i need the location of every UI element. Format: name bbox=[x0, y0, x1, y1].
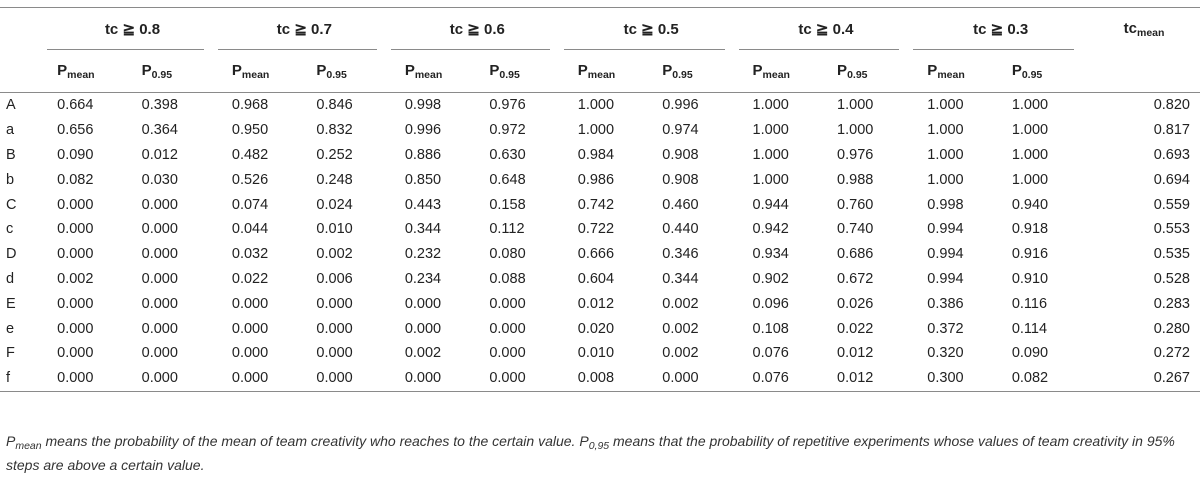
table-cell: 0.666 bbox=[577, 246, 615, 263]
table-row bbox=[0, 366, 1200, 391]
corner-cell bbox=[0, 8, 47, 51]
table-cell: 0.984 bbox=[577, 146, 615, 163]
table-cell: 0.443 bbox=[404, 196, 442, 213]
table-cell: 0.112 bbox=[489, 221, 525, 238]
table-cell: 0.528 bbox=[1153, 270, 1190, 287]
table-cell: 0.998 bbox=[927, 196, 964, 213]
table-cell: 0.096 bbox=[752, 295, 789, 312]
table-cell: 0.672 bbox=[837, 270, 874, 287]
group-header: tc ≧ 0.8 bbox=[47, 8, 218, 51]
table-cell: 0.934 bbox=[752, 246, 789, 263]
table-cell: 0.832 bbox=[316, 122, 353, 139]
table-cell: 0.664 bbox=[57, 97, 94, 114]
table-cell: 0.000 bbox=[231, 320, 269, 337]
table-cell: 0.968 bbox=[231, 97, 269, 114]
table-cell: 0.998 bbox=[404, 97, 442, 114]
table-row bbox=[0, 217, 1200, 242]
table-cell: 0.910 bbox=[1011, 270, 1049, 287]
table-cell: 0.760 bbox=[837, 196, 874, 213]
table-cell: 0.916 bbox=[1011, 246, 1049, 263]
table-cell: 0.000 bbox=[231, 345, 269, 362]
table-cell: 0.232 bbox=[404, 246, 442, 263]
table-cell: 0.535 bbox=[1153, 246, 1190, 263]
table-cell: 0.000 bbox=[57, 345, 94, 362]
table-cell: 0.000 bbox=[141, 246, 178, 263]
table-cell: 0.986 bbox=[577, 171, 615, 188]
table-cell: 0.398 bbox=[141, 97, 178, 114]
table-cell: 0.234 bbox=[404, 270, 442, 287]
table-cell: 0.994 bbox=[927, 246, 964, 263]
table-cell: 0.440 bbox=[662, 221, 699, 238]
table-cell: 0.000 bbox=[404, 320, 442, 337]
table-row bbox=[0, 143, 1200, 168]
table-cell: 0.002 bbox=[57, 270, 94, 287]
p-095-header: $P_{0.95}$ bbox=[662, 61, 693, 81]
table-cell: 1.000 bbox=[1011, 146, 1049, 163]
table-cell: 0.974 bbox=[662, 122, 699, 139]
table-cell: 0.030 bbox=[141, 171, 178, 188]
table-cell: 0.942 bbox=[752, 221, 789, 238]
table-cell: 0.000 bbox=[404, 295, 442, 312]
table-cell: 0.604 bbox=[577, 270, 615, 287]
table-cell: 0.346 bbox=[662, 246, 699, 263]
table-cell: 0.090 bbox=[57, 146, 94, 163]
table-cell: 0.559 bbox=[1153, 196, 1190, 213]
subheader-row bbox=[0, 50, 1200, 93]
table-cell: 0.090 bbox=[1011, 345, 1049, 362]
table-cell: 0.000 bbox=[489, 320, 526, 337]
table-cell: 0.000 bbox=[489, 345, 526, 362]
table-cell: 0.994 bbox=[927, 270, 964, 287]
table-cell: 0.024 bbox=[316, 196, 353, 213]
table-cell: 0.344 bbox=[662, 270, 699, 287]
table-cell: 0.000 bbox=[141, 196, 178, 213]
table-cell: 0.076 bbox=[752, 370, 789, 387]
table-cell: 1.000 bbox=[927, 171, 964, 188]
table-cell: 0.022 bbox=[837, 320, 874, 337]
table-cell: 0.988 bbox=[837, 171, 874, 188]
table-cell: 0.252 bbox=[316, 146, 353, 163]
table-row bbox=[0, 192, 1200, 217]
table-cell: 1.000 bbox=[927, 146, 964, 163]
table-cell: 0.693 bbox=[1153, 146, 1190, 163]
row-label: C bbox=[6, 196, 17, 213]
row-label: B bbox=[6, 146, 16, 163]
table-cell: 0.076 bbox=[752, 345, 789, 362]
table-row bbox=[0, 118, 1200, 143]
table-cell: 0.002 bbox=[662, 320, 699, 337]
table-cell: 0.158 bbox=[489, 196, 526, 213]
group-header: tc ≧ 0.5 bbox=[564, 8, 739, 51]
table-cell: 0.000 bbox=[141, 345, 178, 362]
table-cell: 0.248 bbox=[316, 171, 353, 188]
table-cell: 0.000 bbox=[489, 295, 526, 312]
table-cell: 1.000 bbox=[1011, 122, 1049, 139]
table-body bbox=[0, 93, 1200, 392]
table-cell: 0.722 bbox=[577, 221, 615, 238]
corner-cell bbox=[0, 50, 47, 93]
p-mean-header: $P_{mean}$ bbox=[404, 61, 443, 81]
table-cell: 0.000 bbox=[404, 370, 442, 387]
p-095-header: $P_{0.95}$ bbox=[141, 61, 173, 81]
table-cell: 0.002 bbox=[662, 345, 699, 362]
table-cell: 1.000 bbox=[752, 122, 789, 139]
table-cell: 0.742 bbox=[577, 196, 615, 213]
table-cell: 0.372 bbox=[927, 320, 964, 337]
table-cell: 0.000 bbox=[57, 196, 94, 213]
p-095-header: $P_{0.95}$ bbox=[316, 61, 347, 81]
table-row bbox=[0, 242, 1200, 267]
table-cell: 0.886 bbox=[404, 146, 442, 163]
table-cell: 1.000 bbox=[752, 97, 789, 114]
table-cell: 0.976 bbox=[837, 146, 874, 163]
table-cell: 0.553 bbox=[1153, 221, 1190, 238]
row-label: e bbox=[6, 320, 15, 337]
table-cell: 0.012 bbox=[577, 295, 615, 312]
table-cell: 0.000 bbox=[231, 295, 269, 312]
p-mean-header: $P_{mean}$ bbox=[577, 61, 616, 81]
table-cell: 0.074 bbox=[231, 196, 269, 213]
table-cell: 0.902 bbox=[752, 270, 789, 287]
table-cell: 0.526 bbox=[231, 171, 269, 188]
row-label: D bbox=[6, 246, 17, 263]
table-cell: 0.850 bbox=[404, 171, 442, 188]
p-mean-header: $P_{mean}$ bbox=[752, 61, 790, 81]
table-cell: 1.000 bbox=[837, 97, 874, 114]
table-cell: 0.320 bbox=[927, 345, 964, 362]
table-cell: 0.108 bbox=[752, 320, 789, 337]
table-cell: 0.000 bbox=[57, 221, 94, 238]
table-cell: 0.996 bbox=[404, 122, 442, 139]
table-cell: 0.364 bbox=[141, 122, 178, 139]
table-cell: 0.686 bbox=[837, 246, 874, 263]
table-cell: 0.114 bbox=[1011, 320, 1048, 337]
table-cell: 0.283 bbox=[1153, 295, 1190, 312]
table-cell: 0.082 bbox=[57, 171, 94, 188]
table-cell: 0.000 bbox=[141, 221, 178, 238]
table-cell: 0.280 bbox=[1153, 320, 1190, 337]
table-cell: 1.000 bbox=[577, 122, 615, 139]
footnote: $P_{mean}$ means the probability of the mean of team creativity who reaches to the certain value. $P_{0,95}$ means that the probability of repetitive experiments whose values of team creativity in 95% steps are above a certain value. bbox=[6, 433, 1175, 473]
table-cell: 0.000 bbox=[141, 295, 178, 312]
table-cell: 0.694 bbox=[1153, 171, 1190, 188]
table-cell: 0.460 bbox=[662, 196, 699, 213]
table-cell: 0.386 bbox=[927, 295, 964, 312]
row-label: E bbox=[6, 295, 16, 312]
group-header: tc ≧ 0.3 bbox=[913, 8, 1088, 51]
table-cell: 0.000 bbox=[231, 370, 269, 387]
table-row bbox=[0, 316, 1200, 341]
table-cell: 0.008 bbox=[577, 370, 615, 387]
row-label: A bbox=[6, 97, 16, 114]
table-cell: 0.000 bbox=[57, 246, 94, 263]
table-cell: 0.000 bbox=[316, 295, 353, 312]
group-header: tc ≧ 0.6 bbox=[391, 8, 564, 51]
table-row bbox=[0, 291, 1200, 316]
table-cell: 0.000 bbox=[141, 320, 178, 337]
row-label: a bbox=[6, 122, 15, 139]
table-cell: 0.272 bbox=[1153, 345, 1190, 362]
row-label: f bbox=[6, 370, 11, 387]
results-table bbox=[0, 7, 1200, 392]
table-cell: 0.080 bbox=[489, 246, 526, 263]
table-cell: 0.944 bbox=[752, 196, 789, 213]
table-cell: 1.000 bbox=[927, 97, 964, 114]
table-cell: 0.012 bbox=[837, 370, 874, 387]
table-cell: 0.002 bbox=[404, 345, 442, 362]
table-row bbox=[0, 341, 1200, 366]
table-cell: 0.000 bbox=[316, 345, 353, 362]
table-cell: 0.000 bbox=[662, 370, 699, 387]
table-row bbox=[0, 167, 1200, 192]
table-cell: 0.994 bbox=[927, 221, 964, 238]
tc-mean-header: $tc_{mean}$ bbox=[1088, 8, 1200, 93]
table-cell: 0.908 bbox=[662, 146, 699, 163]
table-cell: 0.740 bbox=[837, 221, 874, 238]
table-cell: 0.000 bbox=[141, 370, 178, 387]
table-cell: 1.000 bbox=[837, 122, 874, 139]
group-header: tc ≧ 0.7 bbox=[218, 8, 391, 51]
table-cell: 0.940 bbox=[1011, 196, 1049, 213]
table-cell: 0.010 bbox=[577, 345, 615, 362]
table-cell: 0.630 bbox=[489, 146, 526, 163]
table-cell: 0.000 bbox=[316, 320, 353, 337]
table-cell: 0.006 bbox=[316, 270, 353, 287]
p-mean-header: $P_{mean}$ bbox=[231, 61, 270, 81]
table-cell: 0.088 bbox=[489, 270, 526, 287]
table-cell: 0.344 bbox=[404, 221, 442, 238]
table-cell: 0.817 bbox=[1153, 122, 1190, 139]
table-cell: 0.022 bbox=[231, 270, 269, 287]
table-cell: 0.032 bbox=[231, 246, 269, 263]
table-cell: 0.000 bbox=[57, 295, 94, 312]
row-label: b bbox=[6, 171, 15, 188]
table-cell: 0.000 bbox=[57, 320, 94, 337]
table-cell: 0.002 bbox=[662, 295, 699, 312]
group-header: tc ≧ 0.4 bbox=[739, 8, 914, 51]
table-row bbox=[0, 267, 1200, 292]
table-cell: 0.116 bbox=[1011, 295, 1048, 312]
table-row bbox=[0, 93, 1200, 118]
row-label: c bbox=[6, 221, 14, 238]
table-cell: 0.000 bbox=[489, 370, 526, 387]
table-cell: 0.846 bbox=[316, 97, 353, 114]
table-cell: 0.000 bbox=[141, 270, 178, 287]
table-cell: 1.000 bbox=[1011, 97, 1049, 114]
table-cell: 0.012 bbox=[141, 146, 178, 163]
group-header-row bbox=[0, 8, 1200, 51]
table-cell: 0.082 bbox=[1011, 370, 1049, 387]
row-label: d bbox=[6, 270, 15, 287]
table-cell: 0.012 bbox=[837, 345, 874, 362]
p-mean-header: $P_{mean}$ bbox=[57, 61, 95, 81]
table-cell: 1.000 bbox=[1011, 171, 1049, 188]
table-cell: 1.000 bbox=[577, 97, 615, 114]
table-cell: 0.010 bbox=[316, 221, 353, 238]
table-cell: 0.267 bbox=[1153, 370, 1190, 387]
table-cell: 0.300 bbox=[927, 370, 964, 387]
table-cell: 0.820 bbox=[1153, 97, 1190, 114]
table-cell: 0.976 bbox=[489, 97, 526, 114]
table-cell: 0.972 bbox=[489, 122, 526, 139]
row-label: F bbox=[6, 345, 15, 362]
table-cell: 0.918 bbox=[1011, 221, 1049, 238]
table-cell: 0.044 bbox=[231, 221, 269, 238]
table-cell: 0.002 bbox=[316, 246, 353, 263]
table-cell: 1.000 bbox=[752, 171, 789, 188]
table-cell: 0.482 bbox=[231, 146, 269, 163]
table-cell: 0.950 bbox=[231, 122, 269, 139]
table-cell: 1.000 bbox=[927, 122, 964, 139]
p-095-header: $P_{0.95}$ bbox=[1011, 61, 1043, 81]
table-cell: 0.996 bbox=[662, 97, 699, 114]
table-cell: 0.648 bbox=[489, 171, 526, 188]
table-cell: 0.020 bbox=[577, 320, 615, 337]
table-cell: 0.908 bbox=[662, 171, 699, 188]
table-cell: 0.026 bbox=[837, 295, 874, 312]
table-cell: 0.000 bbox=[57, 370, 94, 387]
table-cell: 0.656 bbox=[57, 122, 94, 139]
p-mean-header: $P_{mean}$ bbox=[927, 61, 965, 81]
table-cell: 1.000 bbox=[752, 146, 789, 163]
p-095-header: $P_{0.95}$ bbox=[489, 61, 520, 81]
table-cell: 0.000 bbox=[316, 370, 353, 387]
p-095-header: $P_{0.95}$ bbox=[837, 61, 868, 81]
